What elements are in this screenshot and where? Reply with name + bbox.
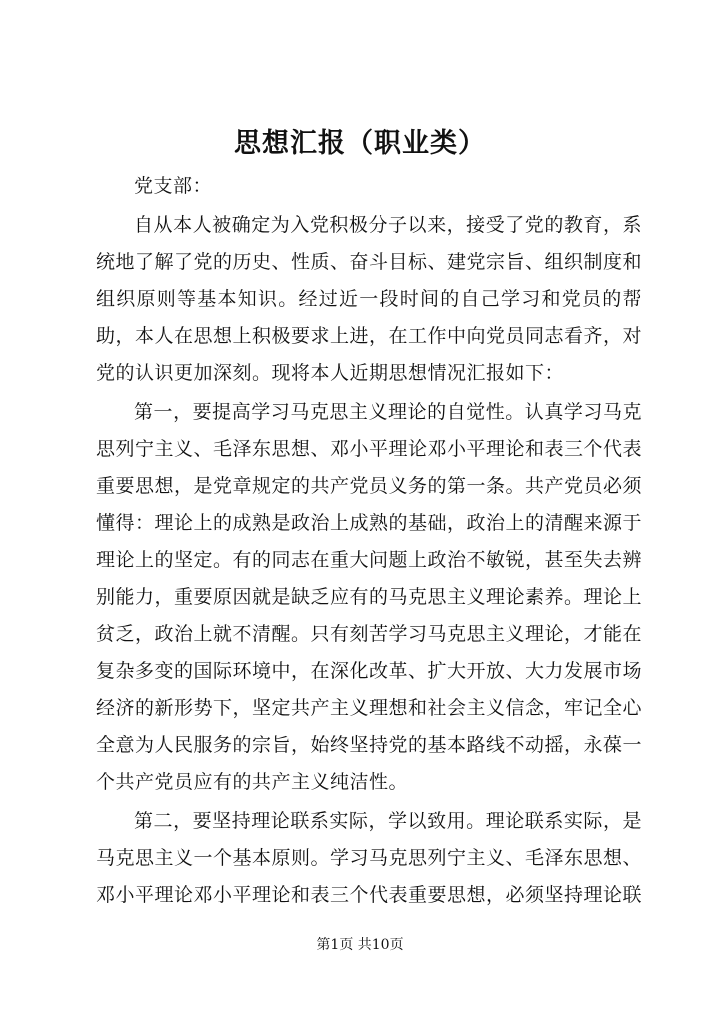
page-footer bbox=[0, 935, 720, 955]
paragraph-intro: 自从本人被确定为入党积极分子以来，接受了党的教育，系统地了解了党的历史、性质、奋斗目标、建党宗旨、组织制度和组织原则等基本知识。经过近一段时间的自己学习和党员的帮助，本人在思想上积极要求上进，在工作中向党员同志看齐，对党的认识更加深刻。现将本人近期思想情况汇报如下： bbox=[96, 214, 643, 384]
page-indicator: 第1页 共10页 bbox=[316, 937, 404, 953]
document-body bbox=[96, 168, 642, 916]
salutation: 党支部： bbox=[134, 175, 213, 197]
paragraph-first-point: 第一，要提高学习马克思主义理论的自觉性。认真学习马克思列宁主义、毛泽东思想、邓小平理论邓小平理论和表三个代表重要思想，是党章规定的共产党员义务的第一条。共产党员必须懂得：理论上的成熟是政治上成熟的基础，政治上的清醒来源于理论上的坚定。有的同志在重大问题上政治不敏锐，甚至失去辨别能力，重要原因就是缺乏应有的马克思主义理论素养。理论上贫乏，政治上就不清醒。只有刻苦学习马克思主义理论，才能在复杂多变的国际环境中，在深化改革、扩大开放、大力发展市场经济的新形势下，坚定共产主义理想和社会主义信念，牢记全心全意为人民服务的宗旨，始终坚持党的基本路线不动摇，永葆一个共产党员应有的共产主义纯洁性。 bbox=[96, 401, 643, 793]
document-title: 思想汇报（职业类） bbox=[234, 128, 486, 159]
paragraph-second-point: 第二，要坚持理论联系实际，学以致用。理论联系实际，是马克思主义一个基本原则。学习马克思列宁主义、毛泽东思想、邓小平理论邓小平理论和表三个代表重要思想，必须坚持理论联 bbox=[96, 810, 643, 906]
